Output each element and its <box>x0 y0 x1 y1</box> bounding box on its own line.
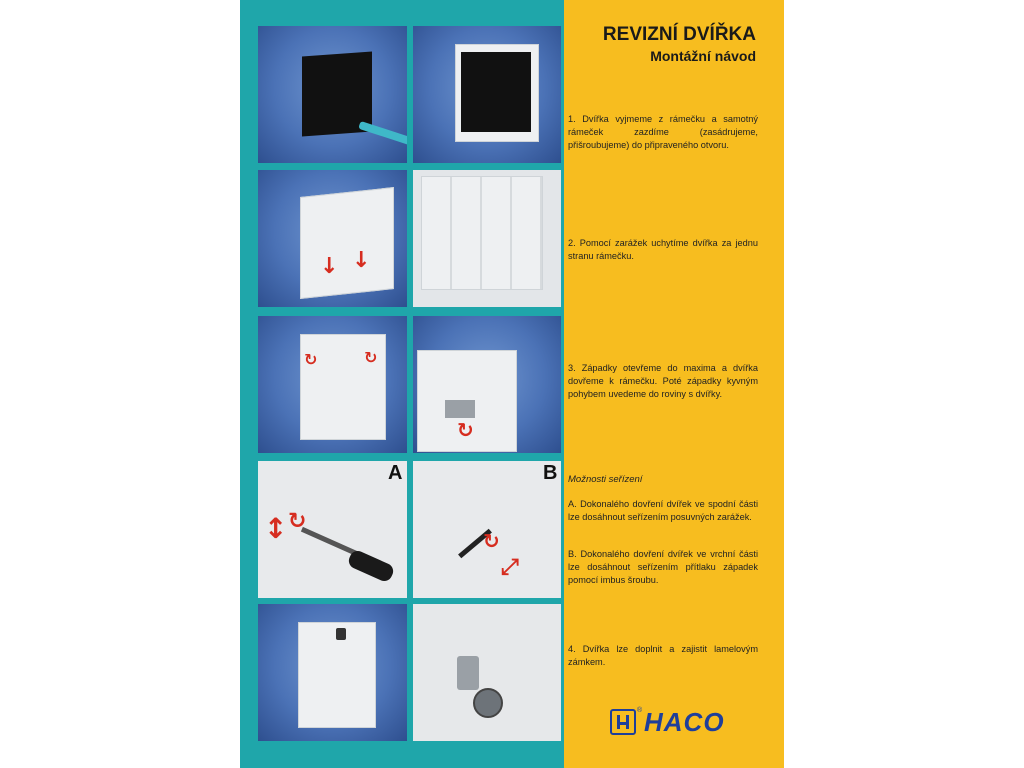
lock-icon <box>336 628 346 640</box>
step-a-text: A. Dokonalého dovření dvířek ve spodní části lze dosáhnout seřízením posuvných zarážek. <box>568 499 758 522</box>
vertical-arrow-icon: ↕ <box>264 512 288 545</box>
haco-logo-icon <box>610 709 636 735</box>
page-subtitle: Montážní návod <box>650 48 756 64</box>
diagonal-arrow-icon: ⤢ <box>501 555 519 580</box>
photo-1b-frame-dark-panel <box>413 26 561 163</box>
photo-4a-door-with-lock <box>258 604 407 741</box>
photo-3a-latches-open <box>258 316 407 453</box>
rotate-arrow-icon: ↻ <box>288 509 307 534</box>
page-title: REVIZNÍ DVÍŘKA <box>602 24 756 45</box>
door-back-grid <box>421 176 543 290</box>
down-arrow-icon: ↓ <box>352 248 371 273</box>
rotate-arrow-icon: ↻ <box>483 529 500 553</box>
adjustment-heading: Možnosti seřízení <box>568 474 643 485</box>
lock-bracket <box>457 656 479 690</box>
latch <box>445 400 475 418</box>
photo-b-adjust-latch <box>413 461 561 598</box>
lock-cylinder-icon <box>473 688 503 718</box>
step-3-text: 3. Západky otevřeme do maxima a dvířka dovřeme k rámečku. Poté západky kyvným pohybem uvedeme do roviny s dvířky. <box>568 363 758 399</box>
rotate-arrow-icon: ↻ <box>364 348 378 367</box>
photo-1a-dark-door-in-frame <box>258 26 407 163</box>
haco-logo <box>610 707 758 737</box>
down-arrow-icon: ↓ <box>320 254 339 279</box>
dark-inner-panel <box>461 52 531 132</box>
photo-label-b: B <box>543 462 558 484</box>
logo-text: HACO <box>644 707 725 737</box>
photo-label-a: A <box>388 462 403 484</box>
logo-registered-mark: ® <box>637 707 643 714</box>
photo-3b-latch-detail <box>413 316 561 453</box>
photo-4b-lock-detail <box>413 604 561 741</box>
tool-handle <box>358 121 407 147</box>
door-panel <box>300 187 394 299</box>
step-4-text: 4. Dvířka lze doplnit a zajistit lamelovým zámkem. <box>568 644 758 667</box>
step-1-text: 1. Dvířka vyjmeme z rámečku a samotný rámeček zazdíme (zasádrujeme, přišroubujeme) do připraveného otvoru. <box>568 114 758 150</box>
step-b-text: B. Dokonalého dovření dvířek ve vrchní části lze dosáhnout seřízením přítlaku západek pomocí imbus šroubu. <box>568 549 758 585</box>
photo-a-adjust-stops <box>258 461 407 598</box>
screwdriver-handle <box>346 548 395 583</box>
photo-2a-door-hooking <box>258 170 407 307</box>
rotate-arrow-icon: ↻ <box>304 350 318 369</box>
photo-2b-door-back-detail <box>413 170 561 307</box>
rotate-arrow-icon: ↻ <box>457 418 474 442</box>
step-2-text: 2. Pomocí zarážek uchytíme dvířka za jednu stranu rámečku. <box>568 238 758 261</box>
